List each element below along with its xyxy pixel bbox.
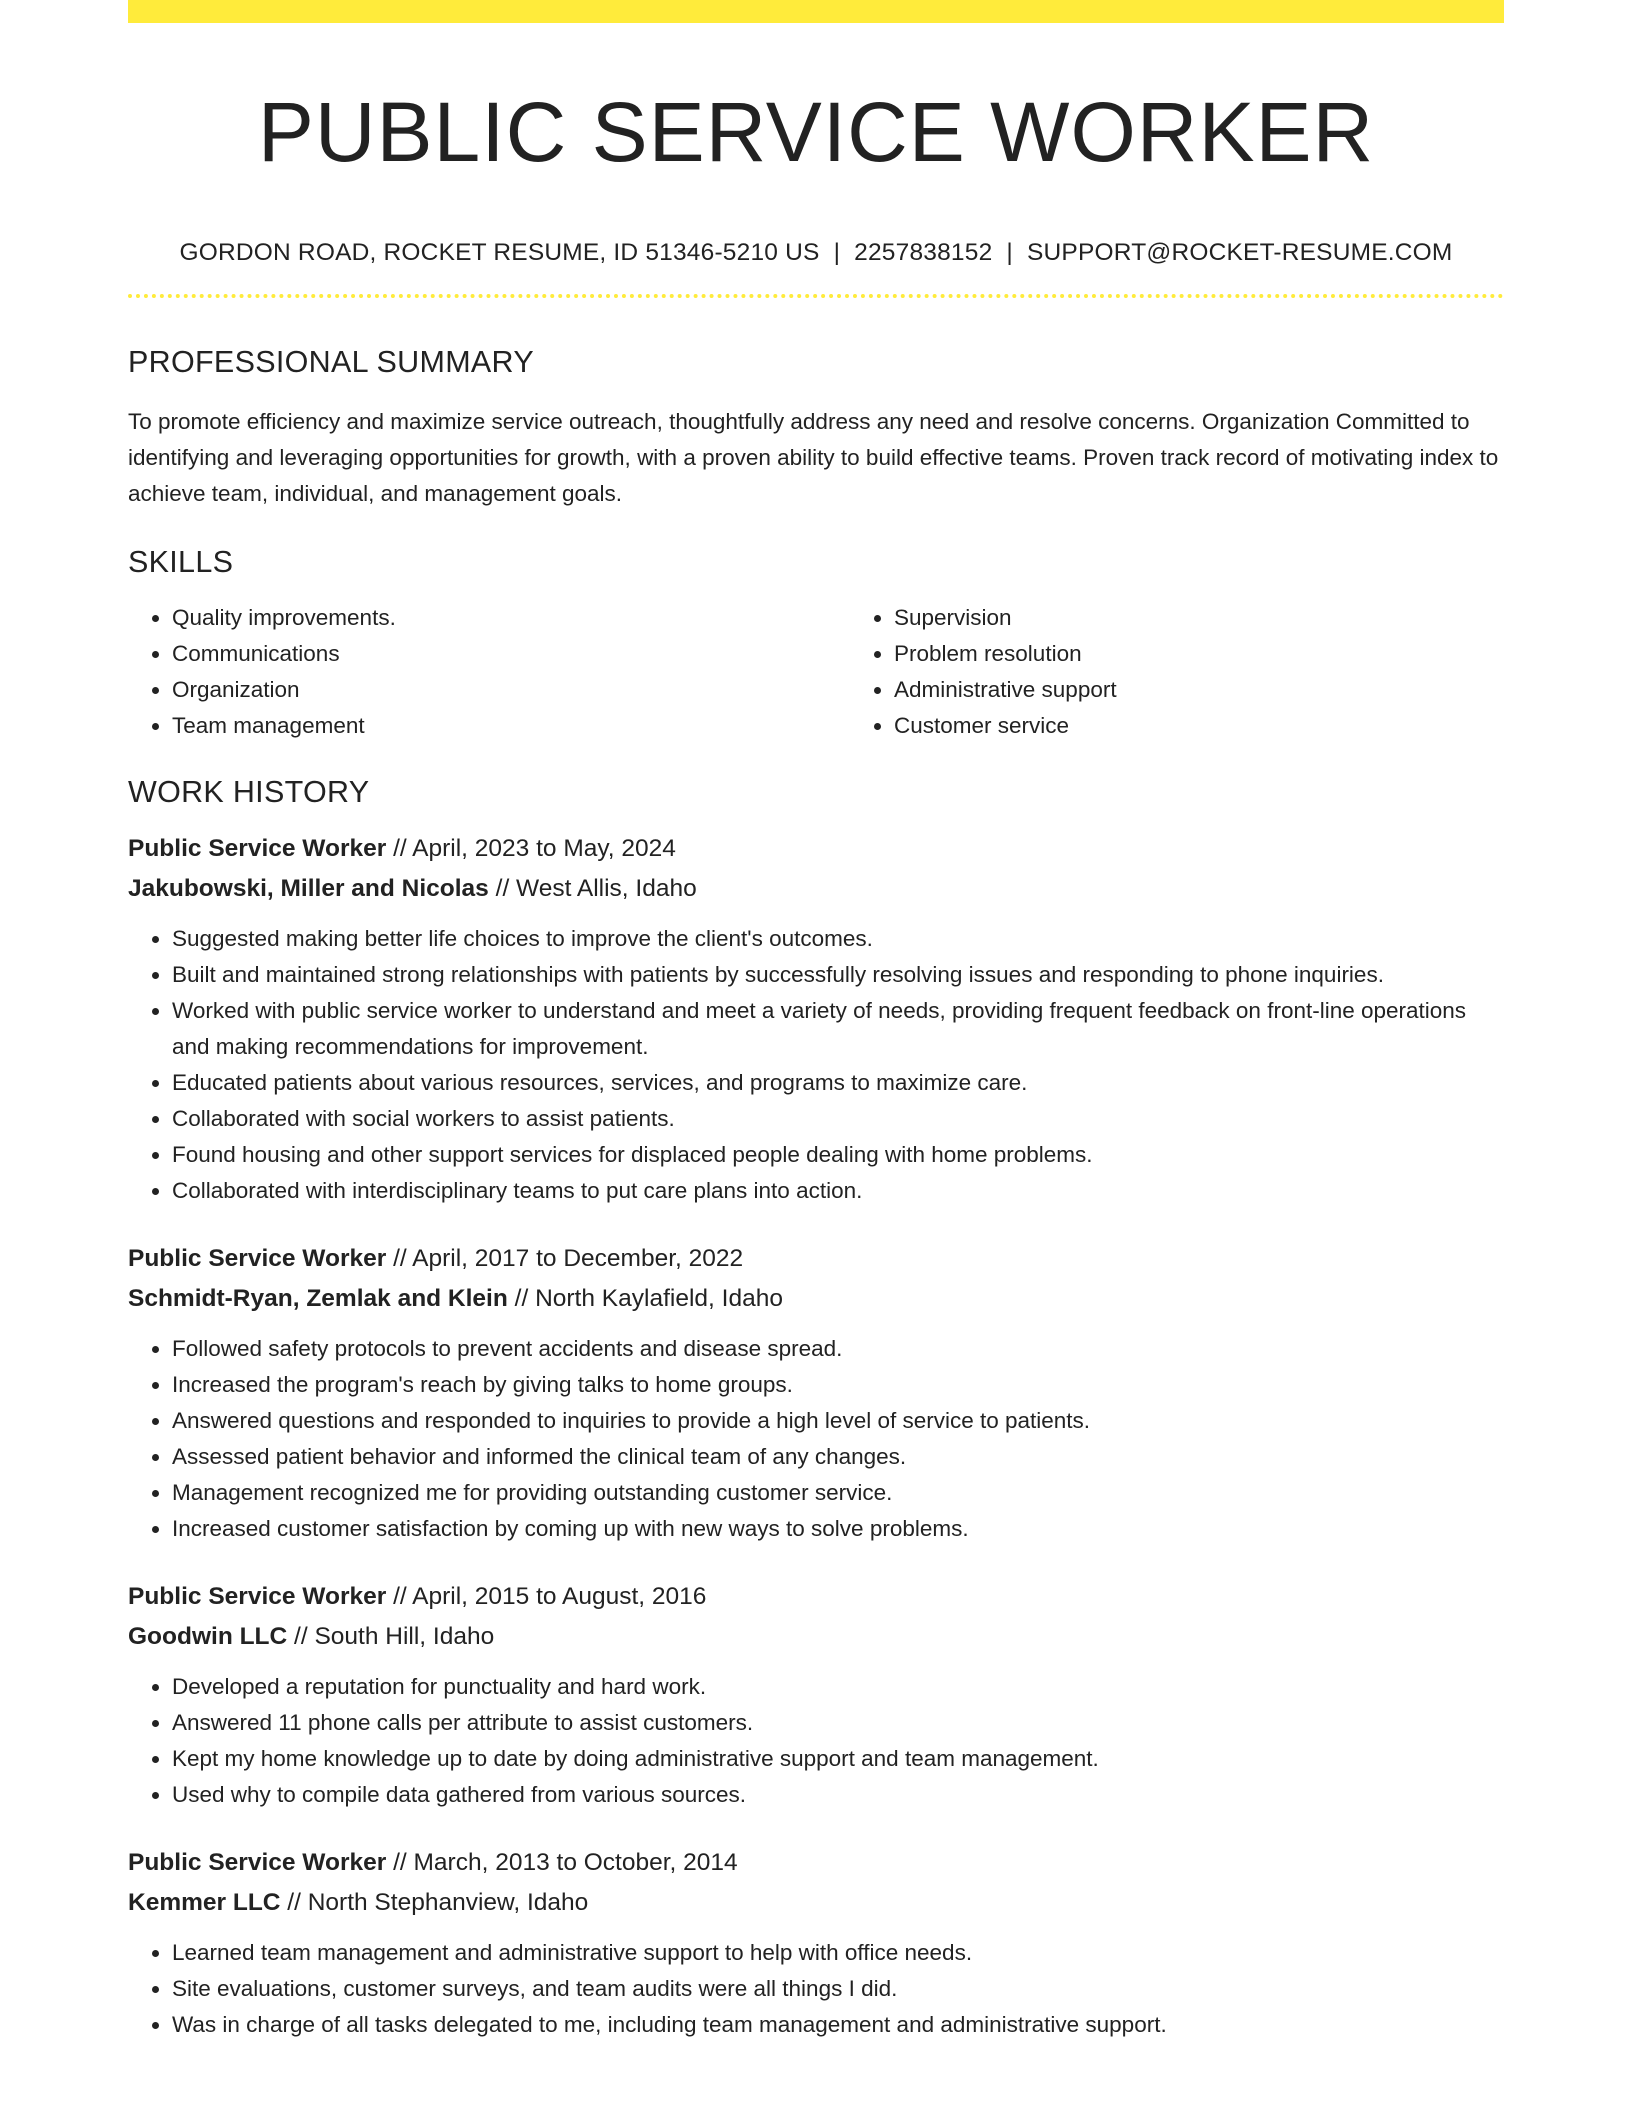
contact-separator: | [833,239,841,267]
job-entry [128,1843,1504,2043]
job-bullet: • Increased the program's reach by giving talks to home groups. [172,1367,1504,1403]
summary-heading: PROFESSIONAL SUMMARY [128,344,534,379]
job-company: Kemmer LLC [128,1888,281,1916]
job-title: Public Service Worker [128,1848,387,1876]
contact-line [128,238,1504,267]
job-bullet: • Found housing and other support services for displaced people dealing with home problems. [172,1137,1504,1173]
job-bullets [128,1669,1504,1813]
work-history-heading: WORK HISTORY [128,774,370,809]
accent-top-bar [128,0,1504,23]
job-bullet: • Developed a reputation for punctuality and hard work. [172,1669,1504,1705]
job-bullet: • Learned team management and administrative support to help with office needs. [172,1935,1504,1971]
job-bullet: • Assessed patient behavior and informed the clinical team of any changes. [172,1439,1504,1475]
skills-columns [128,600,1504,744]
skills-list-right [850,600,1572,744]
skill-item: • Customer service [894,708,1572,744]
job-title-line [128,829,1504,869]
job-location: // North Kaylafield, Idaho [514,1284,783,1312]
job-company: Jakubowski, Miller and Nicolas [128,874,489,902]
job-title-line [128,1239,1504,1279]
summary-text: To promote efficiency and maximize service outreach, thoughtfully address any need and resolve concerns. Organization Committed to identifying and leveraging opportunities for growth, with a proven ability to build effective teams. Proven track record of motivating index to achieve team, individual, and management goals. [128,409,1499,507]
job-bullets [128,1935,1504,2043]
job-bullets [128,1331,1504,1547]
job-location: // West Allis, Idaho [495,874,697,902]
job-company-line [128,1279,1504,1319]
job-bullet: • Answered questions and responded to inquiries to provide a high level of service to patients. [172,1403,1504,1439]
contact-email: SUPPORT@ROCKET-RESUME.COM [1026,239,1453,267]
job-title-line [128,1843,1504,1883]
job-company-line [128,1883,1504,1923]
job-location: // North Stephanview, Idaho [287,1888,589,1916]
job-bullet: • Worked with public service worker to understand and meet a variety of needs, providing frequent feedback on front-line operations and making recommendations for improvement. [172,993,1504,1065]
skill-item: • Administrative support [894,672,1572,708]
job-dates: // April, 2023 to May, 2024 [393,834,676,862]
job-dates: // March, 2013 to October, 2014 [393,1848,738,1876]
contact-address: GORDON ROAD, ROCKET RESUME, ID 51346-5210 US [179,239,820,267]
job-company-line [128,1617,1504,1657]
job-bullet: • Was in charge of all tasks delegated to me, including team management and administrative support. [172,2007,1504,2043]
job-bullet: • Site evaluations, customer surveys, and team audits were all things I did. [172,1971,1504,2007]
job-company: Goodwin LLC [128,1622,288,1650]
skills-heading: SKILLS [128,545,234,580]
job-title-line [128,1577,1504,1617]
job-bullet: • Collaborated with interdisciplinary teams to put care plans into action. [172,1173,1504,1209]
job-bullets [128,921,1504,1209]
job-bullet: • Increased customer satisfaction by coming up with new ways to solve problems. [172,1511,1504,1547]
job-title: Public Service Worker [128,834,387,862]
job-bullet: • Collaborated with social workers to assist patients. [172,1101,1504,1137]
job-bullet: • Followed safety protocols to prevent accidents and disease spread. [172,1331,1504,1367]
resume-name: PUBLIC SERVICE WORKER [257,85,1375,179]
job-bullet: • Management recognized me for providing outstanding customer service. [172,1475,1504,1511]
dotted-divider [128,294,1504,298]
skill-item: • Supervision [894,600,1572,636]
skills-list-left [128,600,850,744]
job-entry [128,1239,1504,1547]
contact-separator: | [1006,239,1013,267]
job-bullet: • Built and maintained strong relationships with patients by successfully resolving issues and responding to phone inquiries. [172,957,1504,993]
job-bullet: • Answered 11 phone calls per attribute to assist customers. [172,1705,1504,1741]
job-entry [128,1577,1504,1813]
job-title: Public Service Worker [128,1582,387,1610]
job-company: Schmidt-Ryan, Zemlak and Klein [128,1284,508,1312]
job-dates: // April, 2017 to December, 2022 [393,1244,744,1272]
job-entry [128,829,1504,1209]
job-bullet: • Used why to compile data gathered from various sources. [172,1777,1504,1813]
contact-phone: 2257838152 [854,239,993,267]
skill-item: • Problem resolution [894,636,1572,672]
job-bullet: • Suggested making better life choices to improve the client's outcomes. [172,921,1504,957]
resume-page [128,0,1504,2043]
job-company-line [128,869,1504,909]
job-dates: // April, 2015 to August, 2016 [393,1582,707,1610]
job-location: // South Hill, Idaho [294,1622,495,1650]
job-bullet: • Educated patients about various resources, services, and programs to maximize care. [172,1065,1504,1101]
job-title: Public Service Worker [128,1244,387,1272]
skill-item: • Quality improvements. [172,600,850,636]
job-bullet: • Kept my home knowledge up to date by doing administrative support and team management. [172,1741,1504,1777]
skill-item: • Team management [172,708,850,744]
skill-item: • Communications [172,636,850,672]
skill-item: • Organization [172,672,850,708]
